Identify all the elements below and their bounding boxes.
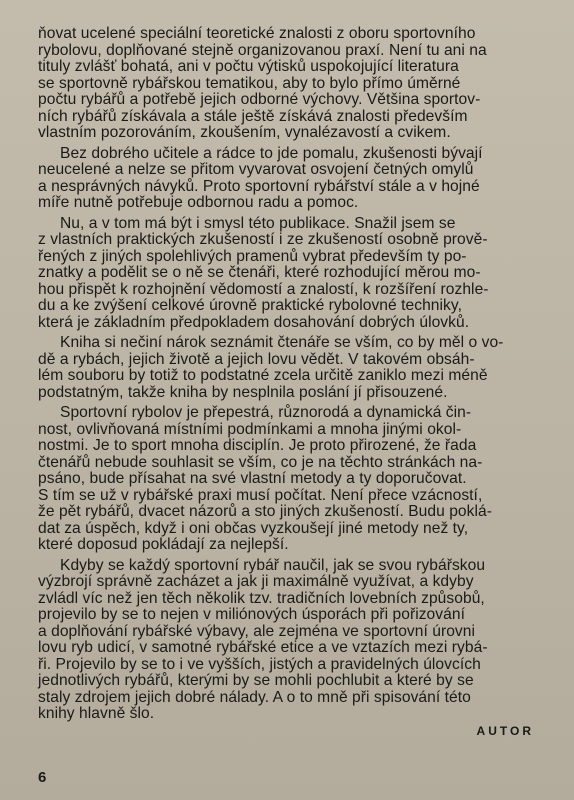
text-line: z vlastních praktických zkušeností i ze zkušeností osobně prově-: [38, 231, 488, 248]
text-line: dě a rybách, jejich životě a jejich lovu vědět. V takovém obsáh-: [38, 350, 475, 368]
paragraph: [38, 216, 548, 332]
text-line: počtu rybářů a potřebě jejich odborné výchovy. Většina sportov-: [38, 91, 481, 108]
text-line: ňovat ucelené speciální teoretické znalosti z oboru sportovního: [38, 25, 476, 42]
paragraph: [38, 405, 548, 554]
text-line: lém souboru by totiž to podstatné zcela určitě zaniklo mezi méně: [38, 367, 488, 384]
text-line: du a ke zvýšení celkové úrovně praktické rybolovné techniky,: [38, 297, 462, 314]
text-line: jednotlivých rybářů, kterými by se mohli pochlubit a které by se: [38, 672, 474, 689]
text-line: výzbrojí správně zacházet a jak ji maximálně využívat, a kdyby: [38, 573, 474, 590]
text-line: znatky a podělit se o ně se čtenáři, které rozhodující měrou mo-: [38, 264, 481, 281]
text-line: S tím se už v rybářské praxi musí počítat. Není přece vzácností,: [38, 486, 483, 504]
text-line: ři. Projevilo by se to i ve vyšších, jistých a pravidelných úlovcích: [38, 655, 481, 673]
text-line: které doposud pokládají za nejlepší.: [38, 536, 289, 553]
text-line: podstatným, takže kniha by nesplnila poslání jí přisouzené.: [38, 383, 448, 401]
text-line: a nesprávných návyků. Proto sportovní rybářství stále a v hojné: [38, 177, 480, 195]
text-line: tituly zvlášť bohatá, ani v počtu výtisků uspokojující literatura: [38, 58, 459, 75]
text-line: a doplňování rybářské výbavy, ale zejména ve sportovní úrovni: [38, 622, 476, 640]
text-line: knihy hlavně šlo.: [38, 705, 155, 722]
text-line: staly zdrojem jejich dobré nálady. A o to mně při spisování této: [38, 688, 471, 706]
text-line: řených z jiných spolehlivých pramenů vybrat především ty po-: [38, 247, 467, 265]
text-line: neucelené a nelze se přitom vyvarovat osvojení četných omylů: [38, 161, 474, 178]
text-line: Kdyby se každý sportovní rybář naučil, jak se svou rybářskou: [60, 556, 486, 574]
text-line: míře nutně potřebuje odbornou radu a pomoc.: [38, 194, 359, 211]
text-line: čtenářů nebude souhlasit se vším, co je na těchto stránkách na-: [38, 453, 483, 471]
text-line: že pět rybářů, dvacet názorů a sto jiných zkušeností. Budu poklá-: [38, 503, 492, 520]
text-line: nost, ovlivňovaná místními podmínkami a mnoha jinými okol-: [38, 420, 462, 438]
text-line: rybolovu, doplňované stejně organizovanou praxí. Není tu ani na: [38, 41, 487, 59]
page-number: 6: [38, 769, 47, 786]
text-line: vlastním pozorováním, zkoušením, vynalézavostí a cvikem.: [38, 124, 451, 141]
text-line: zvládl víc než jen těch několik tzv. tradičních lovebních způsobů,: [38, 589, 485, 607]
text-line: se sportovně rybářskou tematikou, aby to bylo přímo úměrné: [38, 74, 461, 92]
paragraph: [38, 26, 548, 142]
text-line: která je základním předpokladem dosahování dobrých úlovků.: [38, 313, 470, 331]
body-text: [38, 26, 548, 723]
paragraph: [38, 146, 548, 212]
text-line: psáno, bude přísahat na své vlastní metody a ty doporučovat.: [38, 470, 467, 487]
text-line: ních rybářů získávala a stále ještě získává znalosti především: [38, 107, 468, 125]
text-line: Kniha si nečiní nárok seznámit čtenáře se vším, co by měl o vo-: [60, 334, 504, 351]
text-line: lovu ryb udicí, v samotné rybářské etice a ve vztazích mezi rybá-: [38, 639, 488, 656]
text-line: Nu, a v tom má být i smysl této publikace. Snažil jsem se: [60, 214, 456, 232]
text-line: Bez dobrého učitele a rádce to jde pomalu, zkušenosti bývají: [60, 144, 483, 162]
text-line: hou přispět k rozhojnění vědomostí a znalostí, k rozšíření rozhle-: [38, 280, 489, 298]
text-line: nostmi. Je to sport mnoha disciplín. Je proto přirozené, že řada: [38, 437, 477, 454]
text-line: projevilo by se to nejen v miliónových úsporách při pořizování: [38, 606, 465, 623]
paragraph: [38, 335, 548, 401]
author-signature: AUTOR: [476, 724, 534, 738]
paragraph: [38, 558, 548, 723]
text-line: dat za úspěch, když i oni občas vyzkoušejí jiné metody než ty,: [38, 519, 469, 537]
text-line: Sportovní rybolov je přepestrá, různorodá a dynamická čin-: [60, 404, 472, 421]
